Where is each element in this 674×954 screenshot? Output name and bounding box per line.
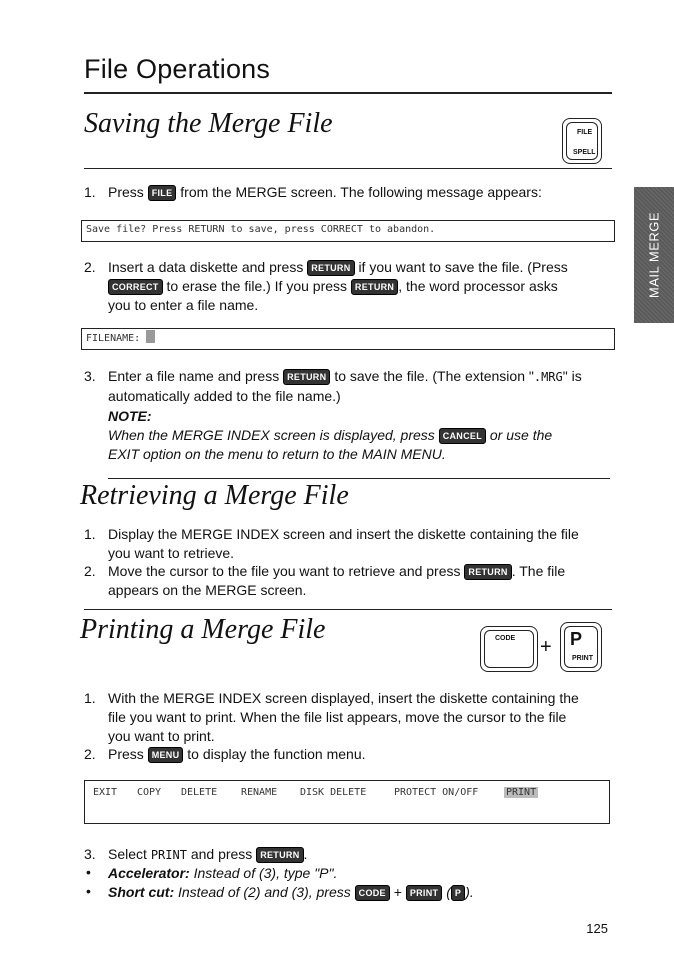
note-text: When the MERGE INDEX screen is displayed, press CANCEL or use the EXIT option on the menu to return to the MAIN MENU. <box>108 427 553 462</box>
title-rule <box>84 92 612 94</box>
saving-step-2: Insert a data diskette and press RETURN if you want to save the file. (Press CORRECT to erase the file.) If you press RETURN , the word processor asks you to enter a file name. <box>108 259 568 313</box>
menu-key: MENU <box>148 747 184 763</box>
note-rule <box>108 478 610 479</box>
function-menu-bar <box>93 787 538 798</box>
printing-step-1: With the MERGE INDEX screen displayed, insert the diskette containing the file you want to print. When the file list appears, move the cursor to the file you want to print. <box>108 690 579 744</box>
menu-item-print-selected[interactable]: PRINT <box>506 787 537 798</box>
saving-step-1: Press FILE from the MERGE screen. The following message appears: <box>108 184 542 200</box>
correct-key: CORRECT <box>108 279 163 295</box>
saving-step-3: Enter a file name and press RETURN to save the file. (The extension ".MRG" is automatically added to the file name.) <box>108 368 582 404</box>
print-key: PRINT <box>406 885 443 901</box>
section-heading-saving: Saving the Merge File <box>84 108 333 139</box>
print-key-icon: P PRINT <box>560 622 602 672</box>
return-key: RETURN <box>283 369 330 385</box>
printing-step-3: Select PRINT and press RETURN . <box>108 846 308 862</box>
file-key: FILE <box>148 185 177 201</box>
menu-item-disk-delete[interactable]: DISK DELETE <box>300 787 367 798</box>
menu-item-exit[interactable]: EXIT <box>93 787 118 798</box>
return-key: RETURN <box>307 260 354 276</box>
retrieving-step-1: Display the MERGE INDEX screen and insert the diskette containing the file you want to retrieve. <box>108 526 579 561</box>
file-spell-key-icon: FILE SPELL <box>562 118 602 164</box>
screen-filename-prompt: FILENAME: <box>81 328 615 350</box>
plus-sign: + <box>540 636 552 658</box>
screen-function-menu <box>84 780 610 824</box>
shortcut-tip: Short cut: Instead of (2) and (3), press CODE + PRINT ( P ). <box>108 884 474 900</box>
screen-save-message: Save file? Press RETURN to save, press CORRECT to abandon. <box>81 220 615 242</box>
cancel-key: CANCEL <box>439 428 486 444</box>
section-heading-printing: Printing a Merge File <box>80 614 326 645</box>
menu-item-protect[interactable]: PROTECT ON/OFF <box>394 787 479 798</box>
page-number: 125 <box>586 921 608 936</box>
note-label: NOTE: <box>108 408 152 424</box>
cursor-block <box>146 330 155 343</box>
side-tab-label: MAIL MERGE <box>646 211 662 299</box>
printing-step-2: Press MENU to display the function menu. <box>108 746 366 762</box>
p-key: P <box>451 885 465 901</box>
menu-item-delete[interactable]: DELETE <box>181 787 218 798</box>
bullet: • <box>86 864 91 880</box>
return-key: RETURN <box>256 847 303 863</box>
retrieving-step-2: Move the cursor to the file you want to retrieve and press RETURN . The file appears on the MERGE screen. <box>108 563 566 598</box>
return-key: RETURN <box>351 279 398 295</box>
menu-item-copy[interactable]: COPY <box>137 787 162 798</box>
section-heading-retrieving: Retrieving a Merge File <box>80 480 349 511</box>
bullet: • <box>86 883 91 899</box>
page-title: File Operations <box>84 54 271 84</box>
code-key-icon: CODE <box>480 626 538 672</box>
code-key: CODE <box>355 885 390 901</box>
return-key: RETURN <box>464 564 511 580</box>
accelerator-tip: Accelerator: Instead of (3), type "P". <box>108 865 338 881</box>
side-tab <box>634 187 674 323</box>
section-rule <box>84 609 612 610</box>
menu-item-rename[interactable]: RENAME <box>241 787 278 798</box>
section-rule <box>84 168 612 169</box>
